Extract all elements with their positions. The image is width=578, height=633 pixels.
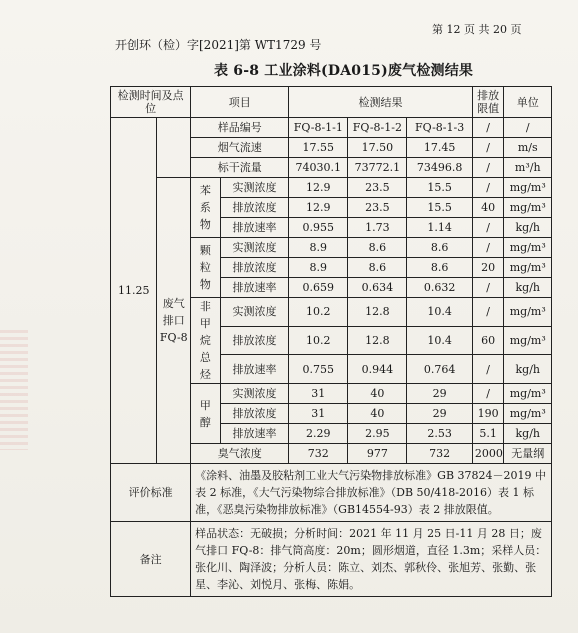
remark-row — [111, 522, 552, 597]
unit-value: mg/m³ — [504, 178, 552, 198]
result-value: 0.755 — [289, 355, 348, 384]
unit-value: 无量纲 — [504, 444, 552, 464]
pollutant-name: 甲醇 — [191, 384, 221, 444]
limit-value: / — [472, 178, 504, 198]
result-value: 17.50 — [348, 138, 407, 158]
unit-value: kg/h — [504, 355, 552, 384]
result-value: 1.14 — [407, 218, 472, 238]
sample-label: 样品编号 — [191, 118, 289, 138]
result-value: 0.764 — [407, 355, 472, 384]
result-value: 29 — [407, 404, 472, 424]
result-value: 23.5 — [348, 198, 407, 218]
result-value: 15.5 — [407, 178, 472, 198]
result-value: 10.2 — [289, 326, 348, 355]
row-label: 排放浓度 — [220, 404, 289, 424]
result-value: 10.2 — [289, 298, 348, 327]
sample-id: FQ-8-1-3 — [407, 118, 472, 138]
limit-value: 20 — [472, 258, 504, 278]
result-value: 73496.8 — [407, 158, 472, 178]
unit-value: mg/m³ — [504, 198, 552, 218]
row-label: 排放速率 — [220, 278, 289, 298]
result-value: 0.659 — [289, 278, 348, 298]
result-value: 2.29 — [289, 424, 348, 444]
limit-value: / — [472, 138, 504, 158]
result-value: 2.53 — [407, 424, 472, 444]
result-value: 1.73 — [348, 218, 407, 238]
header-row — [111, 87, 552, 118]
seal-stamp-edge — [0, 330, 28, 450]
pollutant-name: 颗粒物 — [191, 238, 221, 298]
result-value: 31 — [289, 384, 348, 404]
result-value: 8.6 — [407, 258, 472, 278]
result-value: 732 — [407, 444, 472, 464]
result-value: 732 — [289, 444, 348, 464]
limit-value: / — [472, 158, 504, 178]
limit-value: / — [472, 298, 504, 327]
header-time-point: 检测时间及点位 — [111, 87, 191, 118]
unit-value: kg/h — [504, 424, 552, 444]
result-value: 12.9 — [289, 198, 348, 218]
page-number: 第 12 页 共 20 页 — [432, 23, 522, 36]
unit-value: m³/h — [504, 158, 552, 178]
result-value: 12.8 — [348, 326, 407, 355]
result-value: 29 — [407, 384, 472, 404]
unit-value: mg/m³ — [504, 298, 552, 327]
result-value: 40 — [348, 384, 407, 404]
header-limit: 排放限值 — [472, 87, 504, 118]
result-value: 12.8 — [348, 298, 407, 327]
sampling-point: 废气排口FQ-8 — [157, 178, 191, 464]
header-item: 项目 — [191, 87, 289, 118]
result-value: 8.6 — [348, 258, 407, 278]
result-value: 73772.1 — [348, 158, 407, 178]
limit-value: 190 — [472, 404, 504, 424]
row-label: 臭气浓度 — [191, 444, 289, 464]
limit-value: 60 — [472, 326, 504, 355]
limit-value: 40 — [472, 198, 504, 218]
unit-value: / — [504, 118, 552, 138]
limit-value: 5.1 — [472, 424, 504, 444]
standard-row — [111, 464, 552, 522]
exhaust-gas-results-table — [110, 86, 552, 597]
limit-value: / — [472, 238, 504, 258]
result-value: 10.4 — [407, 326, 472, 355]
result-value: 2.95 — [348, 424, 407, 444]
pollutant-name: 苯系物 — [191, 178, 221, 238]
unit-value: kg/h — [504, 278, 552, 298]
row-label: 排放速率 — [220, 355, 289, 384]
row-label: 排放浓度 — [220, 258, 289, 278]
result-value: 8.9 — [289, 258, 348, 278]
unit-value: mg/m³ — [504, 404, 552, 424]
spacer-cell — [157, 118, 191, 178]
result-value: 17.45 — [407, 138, 472, 158]
unit-value: mg/m³ — [504, 258, 552, 278]
report-number: 开创环（检）字[2021]第 WT1729 号 — [115, 38, 322, 52]
unit-value: mg/m³ — [504, 326, 552, 355]
row-label: 排放浓度 — [220, 198, 289, 218]
row-label: 实测浓度 — [220, 238, 289, 258]
row-label: 排放速率 — [220, 218, 289, 238]
unit-value: mg/m³ — [504, 384, 552, 404]
result-value: 40 — [348, 404, 407, 424]
row-label: 标干流量 — [191, 158, 289, 178]
unit-value: mg/m³ — [504, 238, 552, 258]
row-label: 实测浓度 — [220, 298, 289, 327]
table-title: 表 6-8 工业涂料(DA015)废气检测结果 — [214, 63, 474, 79]
sample-id: FQ-8-1-2 — [348, 118, 407, 138]
row-label: 排放浓度 — [220, 326, 289, 355]
row-label: 烟气流速 — [191, 138, 289, 158]
result-value: 74030.1 — [289, 158, 348, 178]
result-value: 0.944 — [348, 355, 407, 384]
limit-value: 2000 — [472, 444, 504, 464]
header-result: 检测结果 — [289, 87, 473, 118]
result-value: 977 — [348, 444, 407, 464]
row-label: 实测浓度 — [220, 178, 289, 198]
pollutant-row — [111, 178, 552, 198]
result-value: 8.6 — [407, 238, 472, 258]
remark-label: 备注 — [111, 522, 191, 597]
row-label: 实测浓度 — [220, 384, 289, 404]
sample-id: FQ-8-1-1 — [289, 118, 348, 138]
standard-text: 《涂料、油墨及胶粘剂工业大气污染物排放标准》GB 37824－2019 中表 2 标准，《大气污染物综合排放标准》（DB 50/418-2016）表 1 标准，《恶臭污染物排放标准》（GB14554-93）表 2 排放限值。 — [191, 464, 552, 522]
unit-value: m/s — [504, 138, 552, 158]
sample-row — [111, 118, 552, 138]
result-value: 0.632 — [407, 278, 472, 298]
result-value: 0.955 — [289, 218, 348, 238]
result-value: 12.9 — [289, 178, 348, 198]
limit-value: / — [472, 118, 504, 138]
result-value: 10.4 — [407, 298, 472, 327]
result-value: 0.634 — [348, 278, 407, 298]
result-value: 23.5 — [348, 178, 407, 198]
result-value: 31 — [289, 404, 348, 424]
pollutant-name: 非甲烷总烃 — [191, 298, 221, 384]
limit-value: / — [472, 384, 504, 404]
standard-label: 评价标准 — [111, 464, 191, 522]
row-label: 排放速率 — [220, 424, 289, 444]
remark-text: 样品状态：无破损；分析时间：2021 年 11 月 25 日-11 月 28 日；废气排口 FQ-8：排气筒高度：20m；圆形烟道，直径 1.3m；采样人员：张化川、陶泽波；分析人员：陈立、刘杰、郭秋伶、张旭芳、张勤、张星、李沁、刘悦月、张梅、陈娟。 — [191, 522, 552, 597]
result-value: 8.6 — [348, 238, 407, 258]
limit-value: / — [472, 218, 504, 238]
header-unit: 单位 — [504, 87, 552, 118]
test-date: 11.25 — [111, 118, 157, 464]
result-value: 17.55 — [289, 138, 348, 158]
unit-value: kg/h — [504, 218, 552, 238]
result-value: 15.5 — [407, 198, 472, 218]
result-value: 8.9 — [289, 238, 348, 258]
limit-value: / — [472, 278, 504, 298]
limit-value: / — [472, 355, 504, 384]
